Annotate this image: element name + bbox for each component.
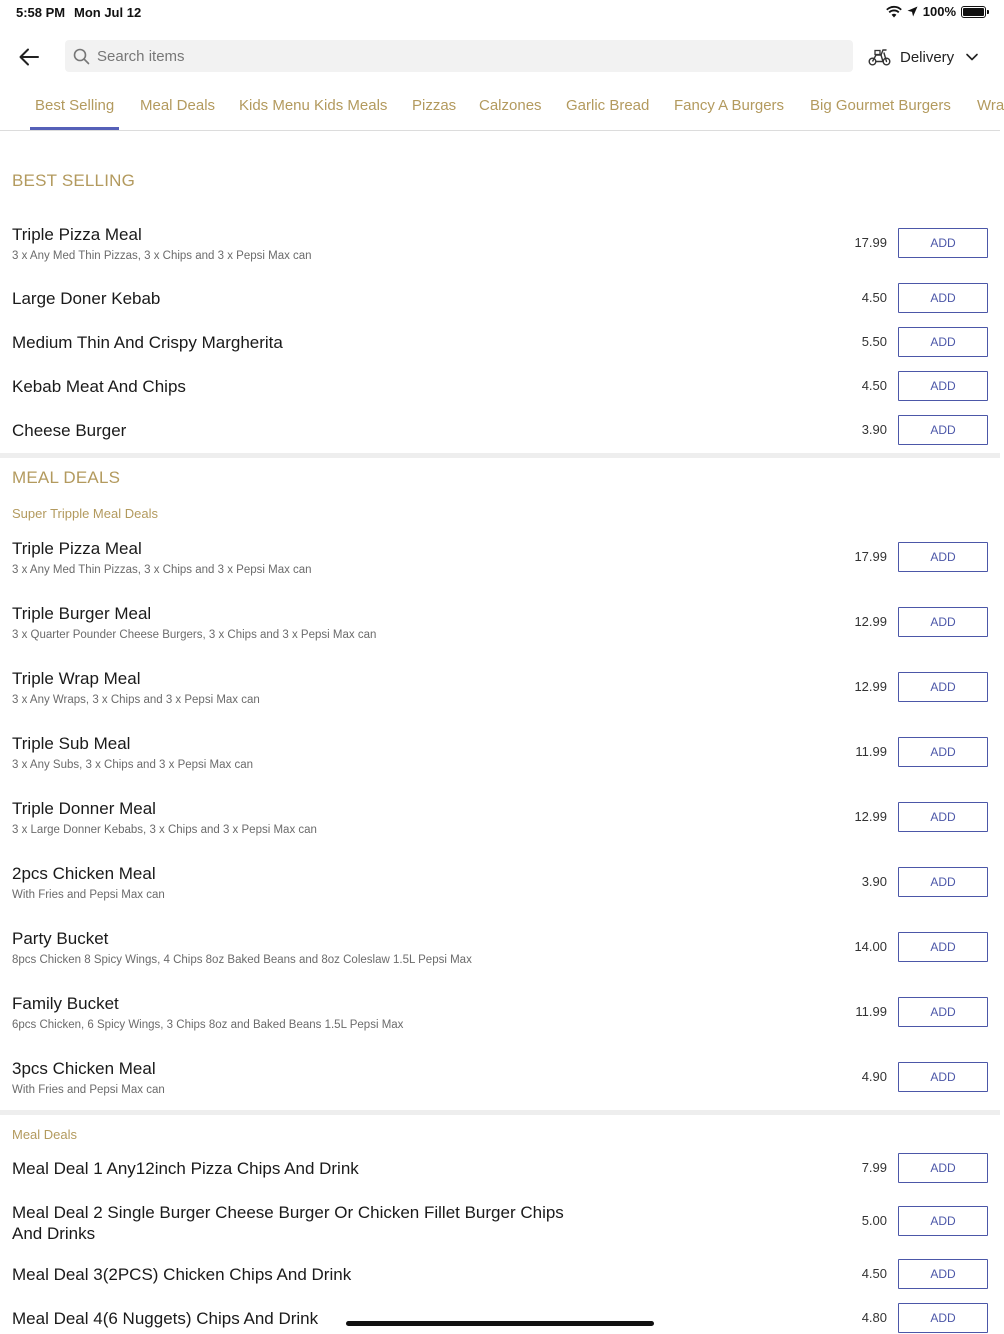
delivery-label: Delivery bbox=[900, 48, 955, 66]
tab-best-selling[interactable]: Best Selling bbox=[35, 97, 114, 130]
item-description: 3 x Any Subs, 3 x Chips and 3 x Pepsi Max can bbox=[12, 759, 253, 771]
item-price: 5.50 bbox=[861, 334, 887, 349]
item-price: 3.90 bbox=[861, 422, 887, 437]
status-time: 5:58 PM bbox=[16, 5, 66, 20]
subsection-title: Meal Deals bbox=[12, 1127, 78, 1142]
item-description: 3 x Large Donner Kebabs, 3 x Chips and 3 x Pepsi Max can bbox=[12, 824, 317, 836]
item-price: 4.50 bbox=[861, 378, 887, 393]
chevron-down-icon bbox=[966, 53, 978, 61]
item-price: 14.00 bbox=[854, 939, 887, 954]
status-indicators bbox=[886, 4, 986, 19]
add-button[interactable]: ADD bbox=[898, 867, 988, 897]
battery-percent: 100% bbox=[922, 4, 956, 19]
tab-wraps[interactable]: Wra bbox=[977, 97, 1004, 114]
location-arrow-icon bbox=[907, 6, 918, 17]
tab-meal-deals[interactable]: Meal Deals bbox=[140, 97, 216, 114]
tab-fancy-a-burgers[interactable]: Fancy A Burgers bbox=[674, 97, 785, 114]
search-input[interactable] bbox=[97, 48, 797, 65]
add-button[interactable]: ADD bbox=[898, 672, 988, 702]
tab-calzones[interactable]: Calzones bbox=[479, 97, 542, 114]
item-name: Triple Pizza Meal bbox=[12, 539, 142, 558]
item-name: Triple Burger Meal bbox=[12, 604, 152, 623]
tab-big-gourmet-burgers[interactable]: Big Gourmet Burgers bbox=[810, 97, 951, 114]
item-description: 6pcs Chicken, 6 Spicy Wings, 3 Chips 8oz and Baked Beans 1.5L Pepsi Max bbox=[12, 1019, 404, 1031]
item-name: 2pcs Chicken Meal bbox=[12, 864, 156, 883]
section-title-meal-deals: MEAL DEALS bbox=[12, 468, 121, 487]
item-description: 3 x Any Med Thin Pizzas, 3 x Chips and 3 x Pepsi Max can bbox=[12, 250, 312, 262]
item-name: Triple Sub Meal bbox=[12, 734, 131, 753]
add-button[interactable]: ADD bbox=[898, 1062, 988, 1092]
add-button[interactable]: ADD bbox=[898, 802, 988, 832]
tab-garlic-bread[interactable]: Garlic Bread bbox=[566, 97, 650, 114]
category-tabs bbox=[0, 92, 1004, 131]
home-indicator[interactable] bbox=[346, 1321, 654, 1326]
item-description: With Fries and Pepsi Max can bbox=[12, 889, 165, 901]
item-name: Large Doner Kebab bbox=[12, 289, 161, 308]
battery-icon bbox=[961, 6, 986, 18]
item-price: 4.80 bbox=[861, 1310, 887, 1325]
item-name: Cheese Burger bbox=[12, 421, 127, 440]
add-button[interactable]: ADD bbox=[898, 737, 988, 767]
item-name: Meal Deal 2 Single Burger Cheese Burger Or Chicken Fillet Burger Chips And Drinks bbox=[12, 1203, 564, 1243]
add-button[interactable]: ADD bbox=[898, 997, 988, 1027]
item-price: 11.99 bbox=[855, 1004, 887, 1019]
add-button[interactable]: ADD bbox=[898, 283, 988, 313]
add-button[interactable]: ADD bbox=[898, 1259, 988, 1289]
item-price: 12.99 bbox=[854, 809, 887, 824]
item-price: 17.99 bbox=[854, 235, 887, 250]
item-name: Triple Donner Meal bbox=[12, 799, 156, 818]
item-price: 12.99 bbox=[854, 614, 887, 629]
add-button[interactable]: ADD bbox=[898, 607, 988, 637]
item-name: 3pcs Chicken Meal bbox=[12, 1059, 156, 1078]
add-button[interactable]: ADD bbox=[898, 371, 988, 401]
back-arrow-icon bbox=[19, 48, 39, 66]
scooter-icon bbox=[868, 48, 891, 66]
item-name: Triple Pizza Meal bbox=[12, 225, 142, 244]
item-name: Medium Thin And Crispy Margherita bbox=[12, 333, 283, 352]
status-date: Mon Jul 12 bbox=[74, 5, 142, 20]
add-button[interactable]: ADD bbox=[898, 1303, 988, 1333]
item-name: Meal Deal 4(6 Nuggets) Chips And Drink bbox=[12, 1309, 319, 1328]
add-button[interactable]: ADD bbox=[898, 1153, 988, 1183]
item-description: 3 x Any Wraps, 3 x Chips and 3 x Pepsi Max can bbox=[12, 694, 260, 706]
add-button[interactable]: ADD bbox=[898, 327, 988, 357]
item-name: Meal Deal 3(2PCS) Chicken Chips And Drink bbox=[12, 1265, 352, 1284]
status-bar bbox=[0, 0, 1000, 26]
item-price: 4.50 bbox=[861, 1266, 887, 1281]
item-price: 17.99 bbox=[854, 549, 887, 564]
add-button[interactable]: ADD bbox=[898, 415, 988, 445]
section-divider bbox=[0, 1110, 1000, 1115]
add-button[interactable]: ADD bbox=[898, 228, 988, 258]
item-price: 7.99 bbox=[861, 1160, 887, 1175]
item-name: Kebab Meat And Chips bbox=[12, 377, 186, 396]
item-price: 12.99 bbox=[854, 679, 887, 694]
wifi-icon bbox=[886, 6, 902, 18]
item-price: 4.90 bbox=[861, 1069, 887, 1084]
add-button[interactable]: ADD bbox=[898, 1206, 988, 1236]
item-name: Triple Wrap Meal bbox=[12, 669, 141, 688]
search-bar[interactable] bbox=[65, 40, 853, 72]
item-name: Meal Deal 1 Any12inch Pizza Chips And Drink bbox=[12, 1159, 359, 1178]
item-description: 3 x Quarter Pounder Cheese Burgers, 3 x Chips and 3 x Pepsi Max can bbox=[12, 629, 377, 641]
delivery-selector[interactable] bbox=[868, 42, 978, 72]
item-description: 3 x Any Med Thin Pizzas, 3 x Chips and 3 x Pepsi Max can bbox=[12, 564, 312, 576]
add-button[interactable]: ADD bbox=[898, 542, 988, 572]
item-name: Family Bucket bbox=[12, 994, 119, 1013]
tab-kids-menu[interactable]: Kids Menu Kids Meals bbox=[239, 97, 388, 114]
section-title-best-selling: BEST SELLING bbox=[12, 171, 136, 190]
item-price: 3.90 bbox=[861, 874, 887, 889]
header bbox=[0, 36, 1000, 78]
add-button[interactable]: ADD bbox=[898, 932, 988, 962]
item-description: With Fries and Pepsi Max can bbox=[12, 1084, 165, 1096]
search-icon bbox=[73, 47, 91, 65]
back-button[interactable] bbox=[14, 42, 44, 72]
item-price: 4.50 bbox=[861, 290, 887, 305]
item-description: 8pcs Chicken 8 Spicy Wings, 4 Chips 8oz Baked Beans and 8oz Coleslaw 1.5L Pepsi Max bbox=[12, 954, 472, 966]
subsection-title: Super Tripple Meal Deals bbox=[12, 506, 158, 521]
item-price: 5.00 bbox=[861, 1213, 887, 1228]
item-name: Party Bucket bbox=[12, 929, 109, 948]
tab-pizzas[interactable]: Pizzas bbox=[412, 97, 457, 114]
section-divider bbox=[0, 453, 1000, 458]
item-price: 11.99 bbox=[855, 744, 887, 759]
